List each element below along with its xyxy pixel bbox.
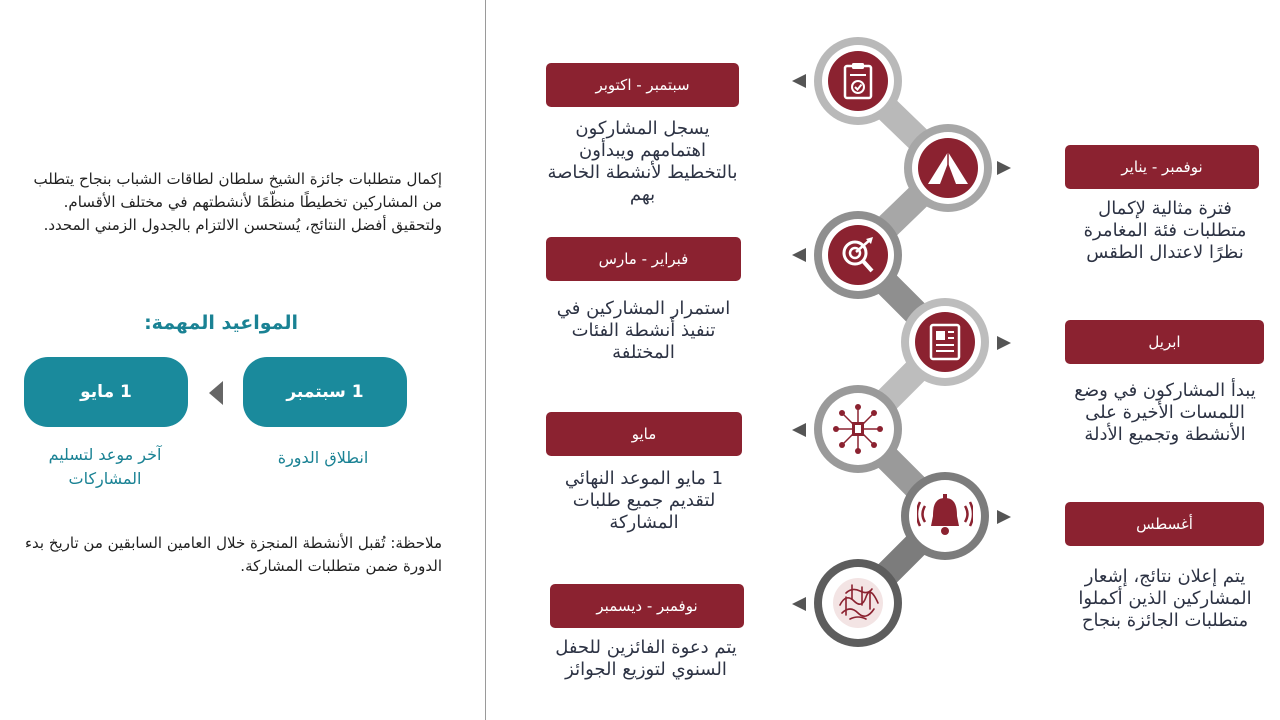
deadline-date-caption: آخر موعد لتسليم المشاركات <box>48 445 162 488</box>
timeline-period-4: ابريل <box>1065 320 1264 364</box>
arrow-right-icon <box>997 161 1011 175</box>
network-hub-icon <box>828 399 888 459</box>
arrow-left-icon <box>792 74 806 88</box>
arrow-left-icon <box>792 597 806 611</box>
tent-icon <box>918 138 978 198</box>
clipboard-check-icon <box>828 51 888 111</box>
timeline-description-6: يتم إعلان نتائج، إشعار المشاركين الذين أكملوا متطلبات الجائزة بنجاح <box>1078 566 1252 631</box>
timeline-period-5: مايو <box>546 412 742 456</box>
document-icon <box>915 312 975 372</box>
timeline-period-1: سبتمبر - اكتوبر <box>546 63 739 107</box>
arrow-right-icon <box>997 510 1011 524</box>
start-date-caption: انطلاق الدورة <box>277 448 369 467</box>
timeline-description-3: استمرار المشاركين في تنفيذ أنشطة الفئات المختلفة <box>556 298 731 363</box>
calligraphy-emblem-icon <box>828 573 888 633</box>
arrow-left-icon <box>792 423 806 437</box>
start-date-pill: 1 سبتمبر <box>243 357 407 427</box>
timeline-period-3: فبراير - مارس <box>546 237 741 281</box>
timeline-period-6: أغسطس <box>1065 502 1264 546</box>
bell-icon <box>915 486 975 546</box>
timeline-period-2: نوفمبر - يناير <box>1065 145 1259 189</box>
arrow-left-icon <box>792 248 806 262</box>
arrow-right-icon <box>997 336 1011 350</box>
important-dates-heading: المواعيد المهمة: <box>144 312 298 334</box>
intro-paragraph: إكمال متطلبات جائزة الشيخ سلطان لطاقات الشباب بنجاح يتطلب من المشاركين تخطيطًا منظّمًا لأنشطتهم في مختلف الأقسام. ولتحقيق أفضل النتائج، يُستحسن الالتزام بالجدول الزمني المحدد. <box>33 170 442 234</box>
timeline-description-4: يبدأ المشاركون في وضع اللمسات الأخيرة على الأنشطة وتجميع الأدلة <box>1074 380 1256 445</box>
timeline-description-1: يسجل المشاركون اهتمامهم ويبدأون بالتخطيط لأنشطة الخاصة بهم <box>547 118 738 205</box>
target-magnifier-icon <box>828 225 888 285</box>
timeline-period-7: نوفمبر - ديسمبر <box>550 584 744 628</box>
timeline-description-5: 1 مايو الموعد النهائي لتقديم جميع طلبات المشاركة <box>564 468 724 533</box>
deadline-date-pill: 1 مايو <box>24 357 188 427</box>
timeline-description-2: فترة مثالية لإكمال متطلبات فئة المغامرة نظرًا لاعتدال الطقس <box>1083 198 1247 263</box>
timeline-description-7: يتم دعوة الفائزين للحفل السنوي لتوزيع الجوائز <box>555 637 737 680</box>
note-paragraph: ملاحظة: تُقبل الأنشطة المنجزة خلال العامين السابقين من تاريخ بدء الدورة ضمن متطلبات المشاركة. <box>24 534 442 575</box>
